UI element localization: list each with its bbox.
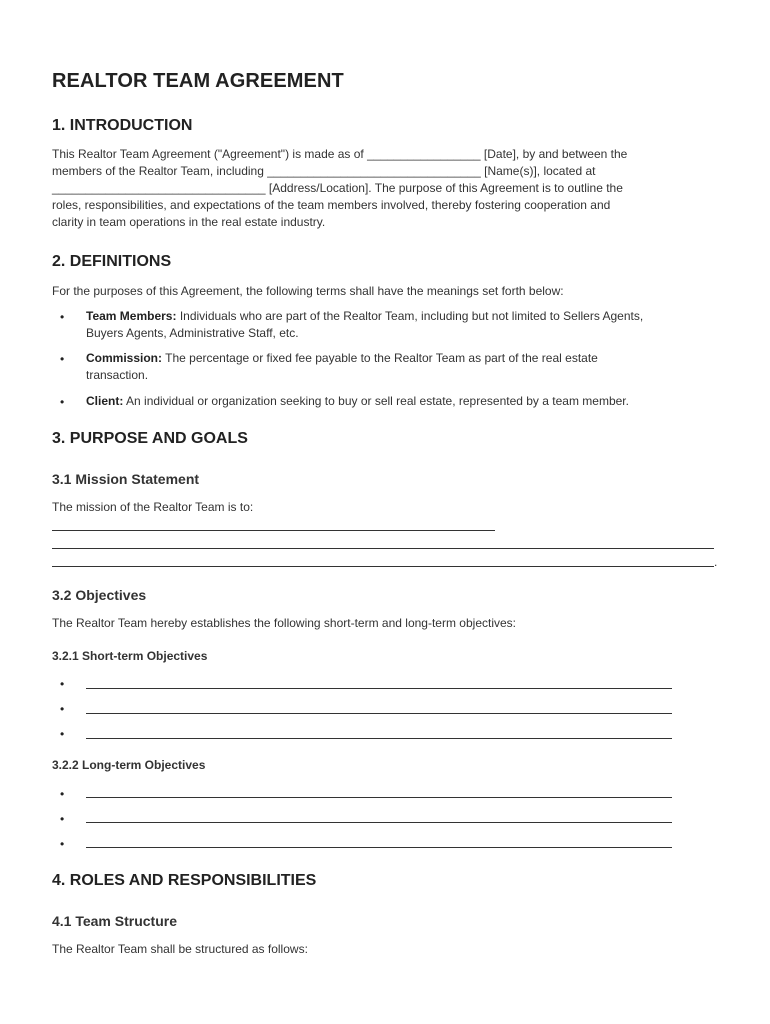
bullet-icon: • (60, 352, 65, 366)
short-term-heading: 3.2.1 Short-term Objectives (52, 649, 208, 663)
section-heading-roles: 4. ROLES AND RESPONSIBILITIES (52, 872, 317, 889)
section-heading-definitions: 2. DEFINITIONS (52, 253, 172, 270)
subsection-heading-objectives: 3.2 Objectives (52, 587, 147, 603)
short-term-objective-blank[interactable] (86, 688, 672, 689)
section-heading-purpose: 3. PURPOSE AND GOALS (52, 430, 248, 447)
mission-blank-line[interactable] (52, 548, 714, 549)
definition-term: Client: (86, 394, 124, 408)
definition-text: The percentage or fixed fee payable to the Realtor Team as part of the real estate (162, 351, 598, 365)
subsection-heading-team-structure: 4.1 Team Structure (52, 913, 178, 929)
definition-text: Buyers Agents, Administrative Staff, etc. (86, 326, 299, 340)
definition-text: transaction. (86, 368, 149, 382)
mission-end-period: . (714, 555, 718, 569)
subsection-heading-mission: 3.1 Mission Statement (52, 471, 200, 487)
bullet-icon: • (60, 677, 65, 691)
team-structure-intro: The Realtor Team shall be structured as follows: (52, 942, 308, 956)
definition-item-client (86, 393, 726, 410)
bullet-icon: • (60, 702, 65, 716)
definition-item-commission (86, 350, 726, 384)
bullet-icon: • (60, 837, 65, 851)
short-term-objective-blank[interactable] (86, 713, 672, 714)
definition-item-team-members (86, 308, 726, 342)
objectives-intro: The Realtor Team hereby establishes the following short-term and long-term objectives: (52, 616, 517, 630)
intro-line: members of the Realtor Team, including ________________________________ [Name(s)], located at (52, 164, 596, 178)
intro-line: clarity in team operations in the real estate industry. (52, 215, 326, 229)
document-title: REALTOR TEAM AGREEMENT (52, 70, 344, 92)
long-term-objective-blank[interactable] (86, 847, 672, 848)
short-term-objective-blank[interactable] (86, 738, 672, 739)
definition-text: Individuals who are part of the Realtor Team, including but not limited to Sellers Agents, (176, 309, 644, 323)
long-term-heading: 3.2.2 Long-term Objectives (52, 758, 206, 772)
mission-intro: The mission of the Realtor Team is to: (52, 500, 254, 514)
definitions-intro: For the purposes of this Agreement, the following terms shall have the meanings set forth below: (52, 284, 564, 298)
long-term-objective-blank[interactable] (86, 797, 672, 798)
definition-term: Team Members: (86, 309, 177, 323)
bullet-icon: • (60, 812, 65, 826)
definition-text: An individual or organization seeking to buy or sell real estate, represented by a team member. (123, 394, 629, 408)
bullet-icon: • (60, 310, 65, 324)
bullet-icon: • (60, 727, 65, 741)
section-heading-introduction: 1. INTRODUCTION (52, 117, 193, 134)
bullet-icon: • (60, 787, 65, 801)
mission-blank-line[interactable] (52, 530, 495, 531)
intro-line: ________________________________ [Address/Location]. The purpose of this Agreement is to outline the (52, 181, 623, 195)
definition-term: Commission: (86, 351, 163, 365)
long-term-objective-blank[interactable] (86, 822, 672, 823)
bullet-icon: • (60, 395, 65, 409)
intro-line: roles, responsibilities, and expectations of the team members involved, thereby fostering cooperation and (52, 198, 611, 212)
mission-blank-line[interactable] (52, 566, 714, 567)
intro-line: This Realtor Team Agreement ("Agreement") is made as of _________________ [Date], by and between the (52, 147, 628, 161)
